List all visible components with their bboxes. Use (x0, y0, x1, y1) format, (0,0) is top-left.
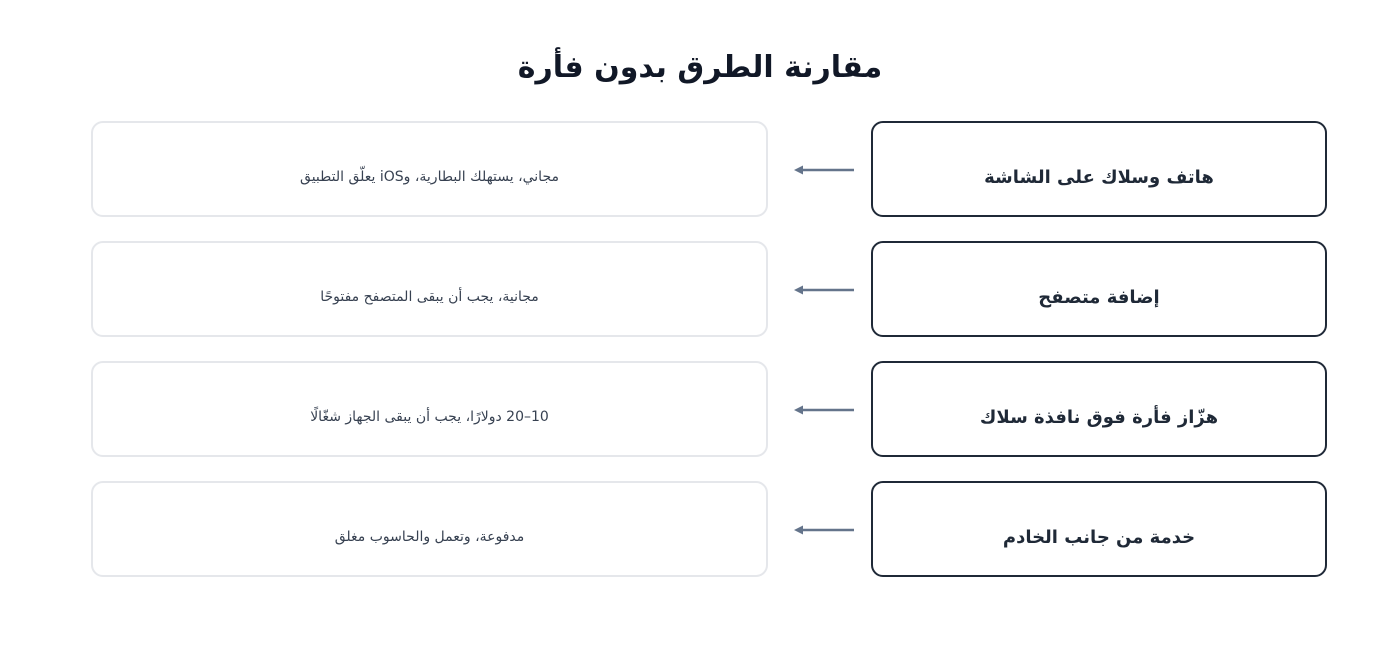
note-label: مجانية، يجب أن يبقى المتصفح مفتوحًا (320, 289, 539, 305)
comparison-row-phone (0, 121, 1400, 219)
note-label: 10–20 دولارًا، يجب أن يبقى الجهاز شغّالًا (310, 409, 549, 425)
method-label: هاتف وسلاك على الشاشة (984, 166, 1214, 188)
note-box (91, 241, 768, 337)
method-label: خدمة من جانب الخادم (1002, 526, 1196, 548)
method-label: إضافة متصفح (1038, 286, 1160, 308)
method-label: هزّاز فأرة فوق نافذة سلاك (979, 406, 1219, 428)
note-label: مجاني، يستهلك البطارية، وiOS يعلّق التطبيق (300, 169, 559, 185)
note-label: مدفوعة، وتعمل والحاسوب مغلق (334, 529, 525, 545)
note-box (91, 121, 768, 217)
method-box (871, 481, 1327, 577)
note-box (91, 481, 768, 577)
diagram-title: مقارنة الطرق بدون فأرة (517, 50, 883, 85)
arrow-left-icon (794, 163, 856, 177)
method-box (871, 361, 1327, 457)
arrow-left-icon (794, 283, 856, 297)
comparison-row-server (0, 481, 1400, 579)
comparison-row-extension (0, 241, 1400, 339)
method-box (871, 241, 1327, 337)
comparison-row-jiggler (0, 361, 1400, 459)
note-box (91, 361, 768, 457)
arrow-left-icon (794, 523, 856, 537)
method-box (871, 121, 1327, 217)
arrow-left-icon (794, 403, 856, 417)
